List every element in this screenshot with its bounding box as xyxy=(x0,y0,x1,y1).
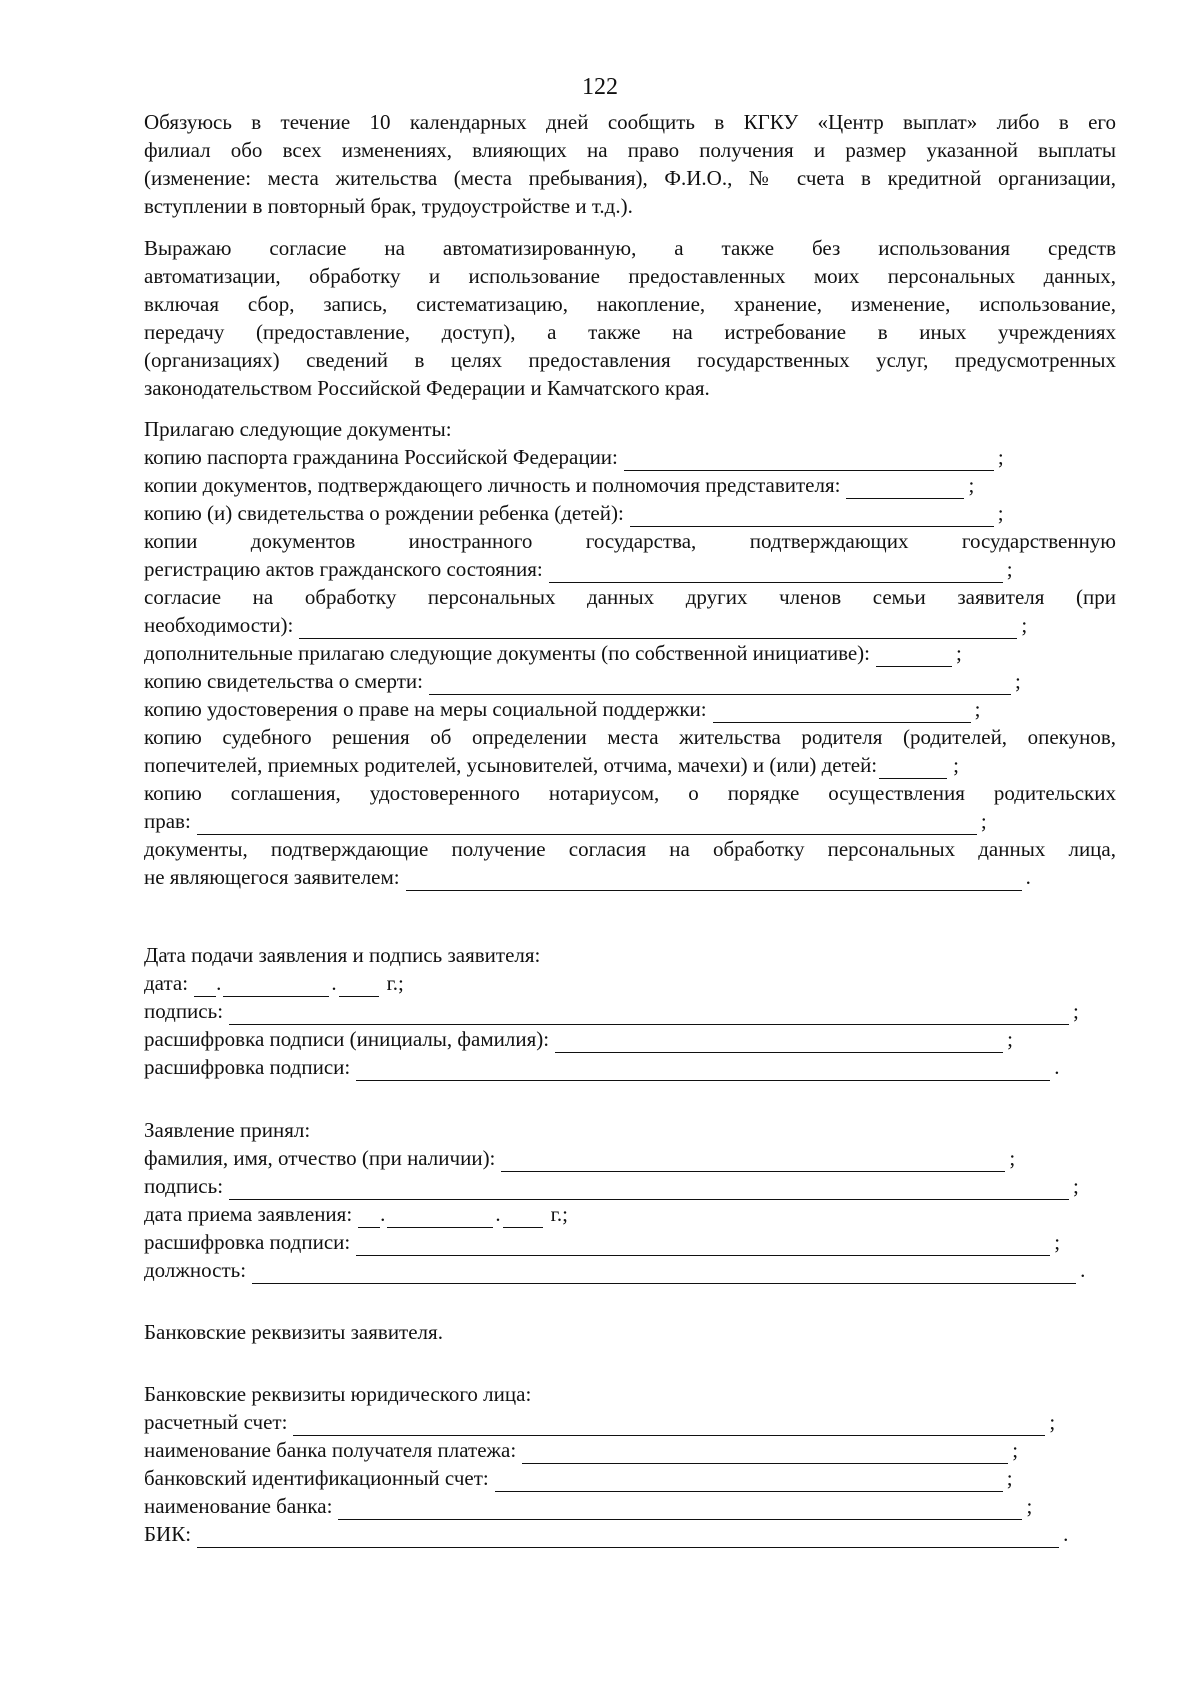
paragraph-line: вступлении в повторный брак, трудоустройстве и т.д.). xyxy=(144,194,633,218)
doc-representative-row xyxy=(144,471,974,499)
field-label: копию (и) свидетельства о рождении ребенка (детей): xyxy=(144,501,624,525)
bank-recipient-name-field[interactable] xyxy=(522,1441,1008,1464)
doc-death-certificate-row xyxy=(144,667,1021,695)
field-label: согласие на обработку персональных данных других членов семьи заявителя (при xyxy=(144,585,1116,609)
field-end: . xyxy=(1054,1055,1060,1079)
applicant-decode-full-row xyxy=(144,1025,1013,1053)
field-end: ; xyxy=(968,473,975,497)
bank-applicant-heading-text: Банковские реквизиты заявителя. xyxy=(144,1320,443,1344)
applicant-signature-row xyxy=(144,997,1079,1025)
doc-court-decision-row xyxy=(144,723,1116,751)
receiver-date-year-field[interactable] xyxy=(503,1205,543,1228)
paragraph-line: законодательством Российской Федерации и Камчатского края. xyxy=(144,376,710,400)
receiver-heading xyxy=(144,1116,310,1144)
doc-necessity-field[interactable] xyxy=(299,616,1017,639)
field-label: документы, подтверждающие получение согласия на обработку персональных данных лица, xyxy=(144,837,1116,861)
field-label: банковский идентификационный счет: xyxy=(144,1466,489,1490)
doc-passport-row xyxy=(144,443,1004,471)
receiver-decode-field[interactable] xyxy=(356,1233,1050,1256)
consent-paragraph xyxy=(144,234,1116,402)
field-label: копии документов, подтверждающего личность и полномочия представителя: xyxy=(144,473,841,497)
field-end: . xyxy=(1080,1258,1086,1282)
field-end: ; xyxy=(956,641,962,665)
field-label: должность: xyxy=(144,1258,247,1282)
field-end: ; xyxy=(1009,1146,1016,1170)
doc-birth-certificate-row xyxy=(144,499,1004,527)
receiver-signature-row xyxy=(144,1172,1079,1200)
bank-bik-field[interactable] xyxy=(197,1525,1059,1548)
paragraph-line: передачу (предоставление, доступ), а также на истребование в иных учреждениях xyxy=(144,320,1116,344)
field-label: наименование банка получателя платежа: xyxy=(144,1438,517,1462)
date-separator: . xyxy=(331,971,337,995)
doc-non-applicant-field[interactable] xyxy=(406,868,1022,891)
paragraph-line: филиал обо всех изменениях, влияющих на право получения и размер указанной выплаты xyxy=(144,138,1116,162)
field-label: копию свидетельства о смерти: xyxy=(144,669,423,693)
field-end: ; xyxy=(1073,999,1079,1023)
page-number: 122 xyxy=(582,74,618,100)
field-end: ; xyxy=(953,753,959,777)
receiver-fio-row xyxy=(144,1144,1015,1172)
applicant-date-row xyxy=(144,969,404,997)
bank-account-row xyxy=(144,1408,1055,1436)
field-label: не являющегося заявителем: xyxy=(144,865,400,889)
field-label: регистрацию актов гражданского состояния: xyxy=(144,557,543,581)
applicant-signature-field[interactable] xyxy=(229,1002,1069,1025)
bank-account-field[interactable] xyxy=(293,1413,1045,1436)
receiver-date-day-field[interactable] xyxy=(358,1205,380,1228)
field-end: ; xyxy=(1054,1230,1061,1254)
field-label: копию соглашения, удостоверенного нотариусом, о порядке осуществления родительских xyxy=(144,781,1116,805)
field-end: ; xyxy=(974,697,981,721)
paragraph-line: (организациях) сведений в целях предоставления государственных услуг, предусмотренных xyxy=(144,348,1116,372)
doc-court-decision-field[interactable] xyxy=(879,756,947,779)
doc-non-applicant-row xyxy=(144,863,1031,891)
field-end: ; xyxy=(1049,1410,1056,1434)
applicant-heading xyxy=(144,941,540,969)
field-label: прав: xyxy=(144,809,191,833)
receiver-heading-text: Заявление принял: xyxy=(144,1118,311,1142)
field-label: расшифровка подписи (инициалы, фамилия): xyxy=(144,1027,550,1051)
doc-registration-row xyxy=(144,555,1013,583)
doc-passport-field[interactable] xyxy=(624,448,994,471)
applicant-decode-field[interactable] xyxy=(356,1058,1050,1081)
doc-social-support-field[interactable] xyxy=(713,700,971,723)
field-end: ; xyxy=(1014,669,1021,693)
field-label: наименование банка: xyxy=(144,1494,333,1518)
field-end: ; xyxy=(1012,1438,1019,1462)
field-end: . xyxy=(1025,865,1031,889)
field-label: копии документов иностранного государства, подтверждающих государственную xyxy=(144,529,1116,553)
field-end: . xyxy=(1063,1522,1069,1546)
applicant-decode-row xyxy=(144,1053,1059,1081)
field-end: ; xyxy=(1007,1027,1013,1051)
paragraph-line: Выражаю согласие на автоматизированную, а также без использования средств xyxy=(144,236,1116,260)
field-label: копию судебного решения об определении места жительства родителя (родителей, опекунов, xyxy=(144,725,1116,749)
field-label: фамилия, имя, отчество (при наличии): xyxy=(144,1146,496,1170)
doc-rights-field[interactable] xyxy=(197,812,977,835)
receiver-date-row xyxy=(144,1200,568,1228)
bank-applicant-heading xyxy=(144,1318,443,1346)
field-label: БИК: xyxy=(144,1522,192,1546)
doc-necessity-row xyxy=(144,611,1027,639)
paragraph-line: автоматизации, обработку и использование предоставленных моих персональных данных, xyxy=(144,264,1116,288)
receiver-position-row xyxy=(144,1256,1085,1284)
field-label: копию паспорта гражданина Российской Федерации: xyxy=(144,445,618,469)
notification-paragraph xyxy=(144,108,1116,220)
field-end: ; xyxy=(1021,613,1028,637)
field-label: расшифровка подписи: xyxy=(144,1230,351,1254)
doc-death-certificate-field[interactable] xyxy=(429,672,1011,695)
field-end: ; xyxy=(980,809,987,833)
field-label: дата приема заявления: xyxy=(144,1202,353,1226)
doc-foreign-row xyxy=(144,527,1116,555)
doc-representative-field[interactable] xyxy=(846,476,964,499)
bank-legal-heading-text: Банковские реквизиты юридического лица: xyxy=(144,1382,532,1406)
doc-birth-certificate-field[interactable] xyxy=(630,504,994,527)
doc-rights-row xyxy=(144,807,987,835)
field-label: копию удостоверения о праве на меры социальной поддержки: xyxy=(144,697,707,721)
field-label: подпись: xyxy=(144,1174,224,1198)
field-label: расчетный счет: xyxy=(144,1410,288,1434)
paragraph-line: включая сбор, запись, систематизацию, накопление, хранение, изменение, использование, xyxy=(144,292,1116,316)
applicant-date-month-field[interactable] xyxy=(223,974,329,997)
field-label: попечителей, приемных родителей, усыновителей, отчима, мачехи) и (или) детей: xyxy=(144,753,878,777)
bank-name-field[interactable] xyxy=(338,1497,1022,1520)
receiver-position-field[interactable] xyxy=(252,1261,1076,1284)
field-label: дополнительные прилагаю следующие документы (по собственной инициативе): xyxy=(144,641,871,665)
bank-id-row xyxy=(144,1464,1013,1492)
field-label: подпись: xyxy=(144,999,224,1023)
applicant-heading-text: Дата подачи заявления и подпись заявителя: xyxy=(144,943,541,967)
documents-heading xyxy=(144,415,452,443)
bank-bik-row xyxy=(144,1520,1068,1548)
date-separator: . xyxy=(380,1202,386,1226)
applicant-decode-full-field[interactable] xyxy=(555,1030,1003,1053)
doc-consent-family-row xyxy=(144,583,1116,611)
date-suffix: г.; xyxy=(386,971,404,995)
field-end: ; xyxy=(1006,557,1013,581)
date-separator: . xyxy=(216,971,222,995)
applicant-date-year-field[interactable] xyxy=(339,974,379,997)
field-label: необходимости): xyxy=(144,613,294,637)
field-end: ; xyxy=(1026,1494,1033,1518)
receiver-decode-row xyxy=(144,1228,1060,1256)
paragraph-line: (изменение: места жительства (места пребывания), Ф.И.О., № счета в кредитной организации, xyxy=(144,166,1116,190)
bank-id-field[interactable] xyxy=(495,1469,1003,1492)
field-end: ; xyxy=(1073,1174,1079,1198)
paragraph-line: Обязуюсь в течение 10 календарных дней сообщить в КГКУ «Центр выплат» либо в его xyxy=(144,110,1116,134)
doc-registration-field[interactable] xyxy=(549,560,1003,583)
doc-notary-agreement-row xyxy=(144,779,1116,807)
applicant-date-day-field[interactable] xyxy=(194,974,216,997)
receiver-fio-field[interactable] xyxy=(501,1149,1005,1172)
field-label: дата: xyxy=(144,971,189,995)
field-end: ; xyxy=(997,445,1004,469)
doc-social-support-row xyxy=(144,695,980,723)
bank-name-row xyxy=(144,1492,1032,1520)
bank-recipient-name-row xyxy=(144,1436,1018,1464)
documents-heading-text: Прилагаю следующие документы: xyxy=(144,417,452,441)
receiver-date-month-field[interactable] xyxy=(387,1205,493,1228)
field-end: ; xyxy=(1006,1466,1013,1490)
field-end: ; xyxy=(997,501,1004,525)
doc-third-party-consent-row xyxy=(144,835,1116,863)
doc-additional-field[interactable] xyxy=(876,644,952,667)
date-separator: . xyxy=(495,1202,501,1226)
doc-court-decision-cont-row xyxy=(144,751,959,779)
bank-legal-heading xyxy=(144,1380,531,1408)
doc-additional-row xyxy=(144,639,962,667)
receiver-signature-field[interactable] xyxy=(229,1177,1069,1200)
field-label: расшифровка подписи: xyxy=(144,1055,351,1079)
date-suffix: г.; xyxy=(550,1202,569,1226)
